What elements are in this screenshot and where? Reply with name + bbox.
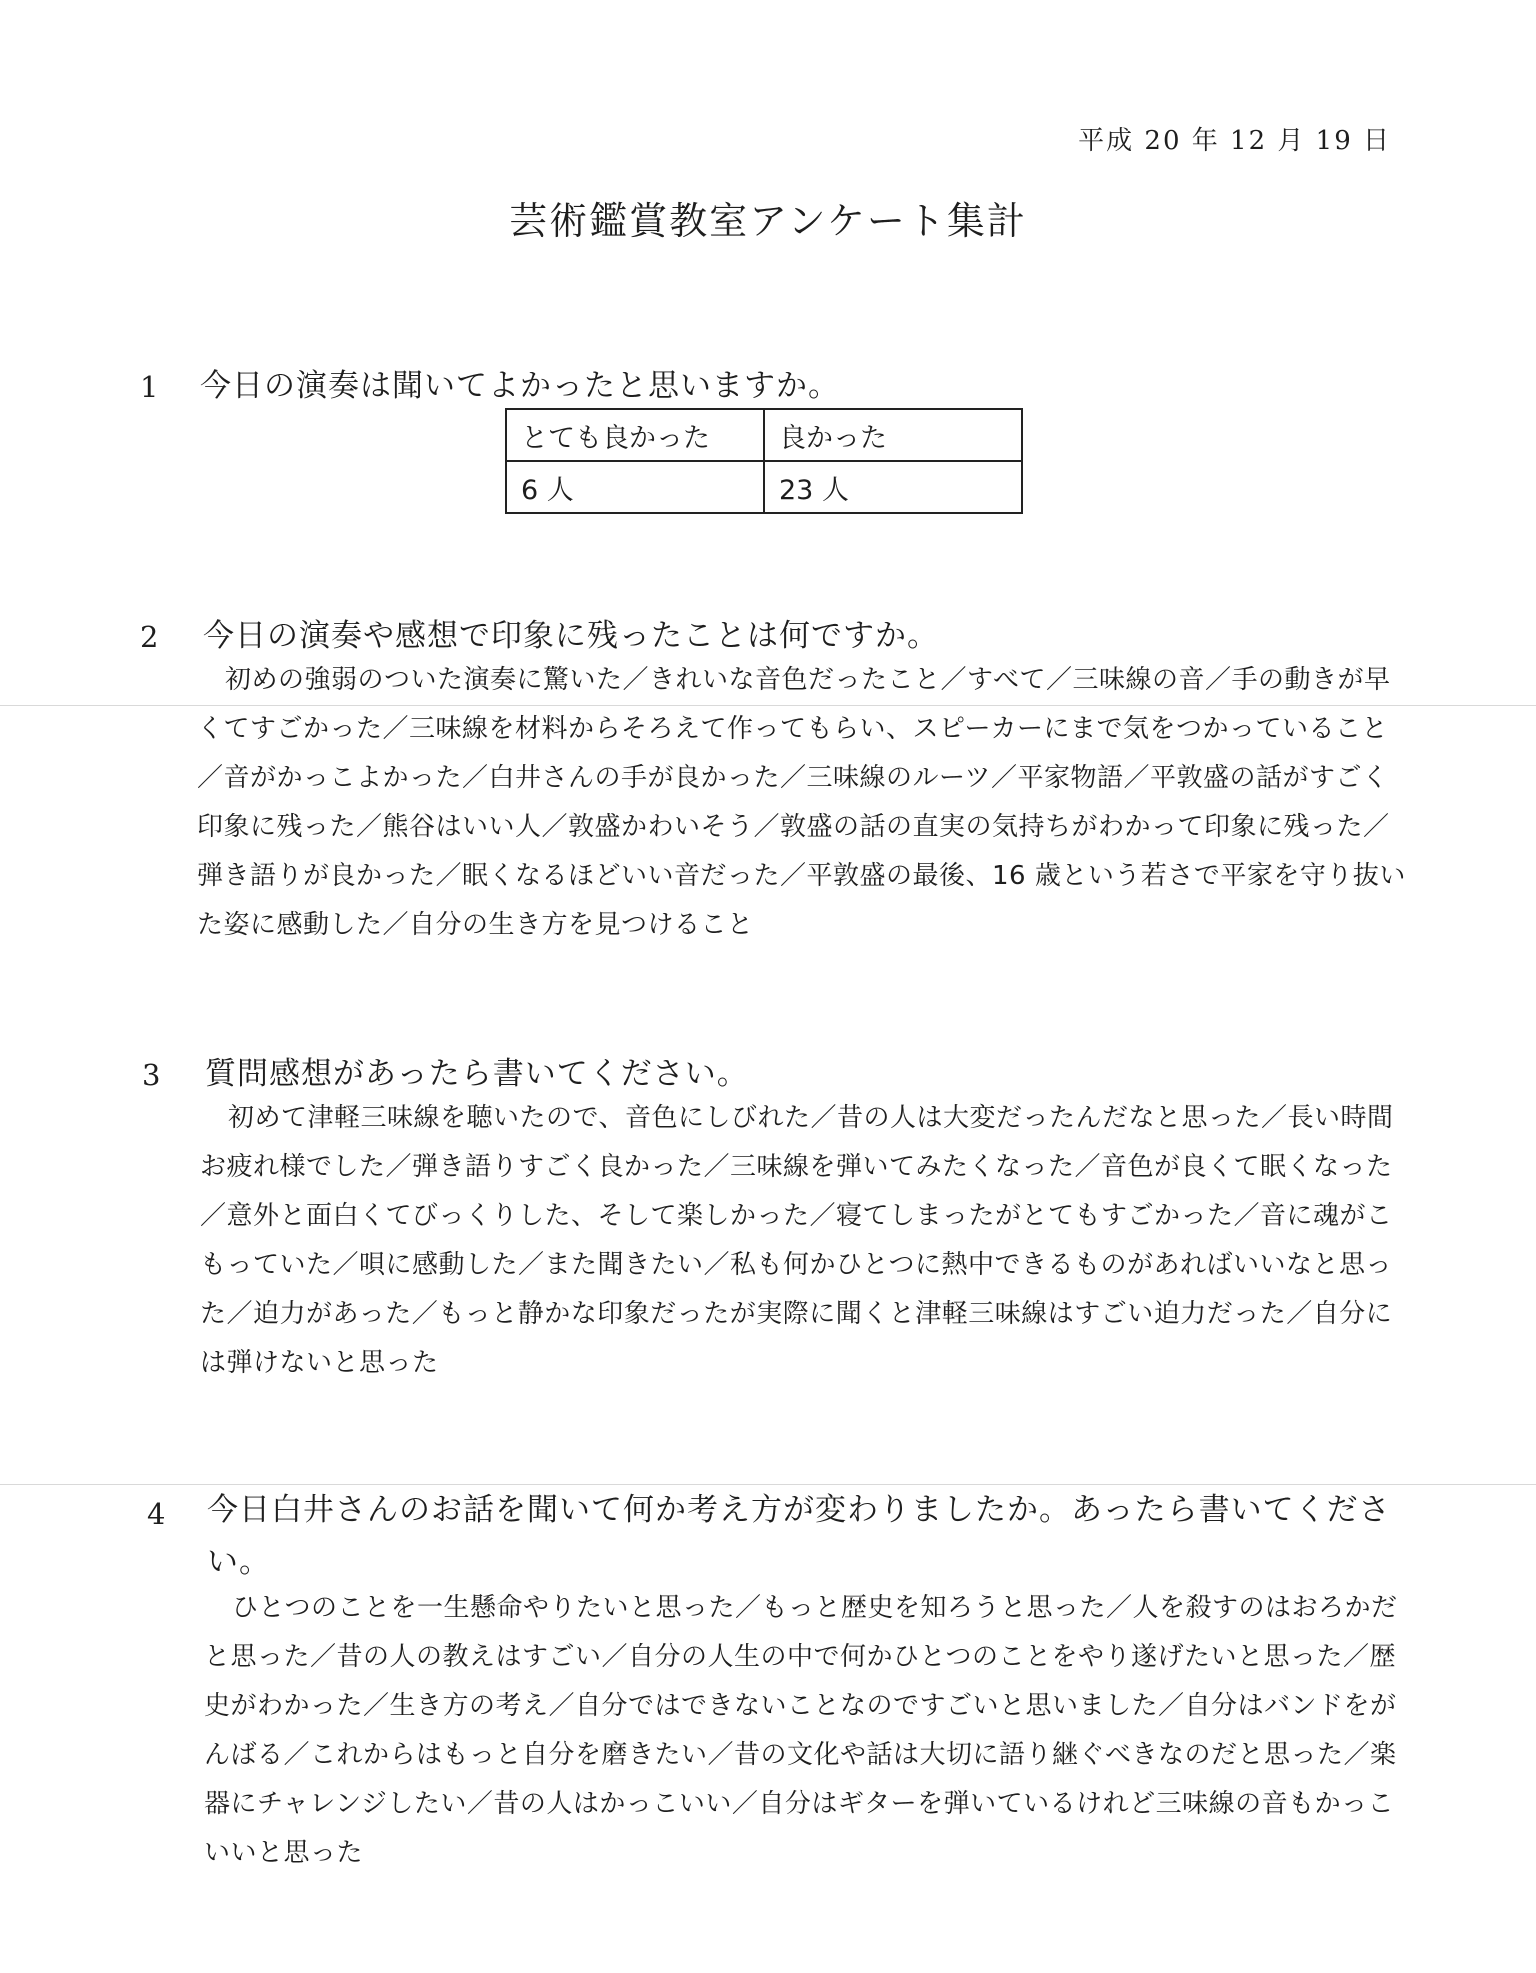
question-3-text: 質問感想があったら書いてください。 [205,1056,749,1092]
question-2-text: 今日の演奏や感想で印象に残ったことは何ですか。 [203,618,939,654]
table-cell: 6 人 [506,461,764,513]
table-header-row [506,409,1022,461]
scan-line [0,705,1536,706]
table-header-cell: 良かった [764,409,1022,461]
question-4-number: 4 [147,1497,166,1531]
question-3-number: 3 [142,1058,161,1092]
table-cell: 23 人 [764,461,1022,513]
table-row [506,461,1022,513]
question-1-text: 今日の演奏は聞いてよかったと思いますか。 [200,368,840,404]
question-2-number: 2 [140,620,159,654]
question-1-number: 1 [140,370,159,404]
page-title: 芸術鑑賞教室アンケート集計 [509,199,1027,243]
table-header-cell: とても良かった [506,409,764,461]
question-4-answers: ひとつのことを一生懸命やりたいと思った／もっと歴史を知ろうと思った／人を殺すのはおろかだと思った／昔の人の教えはすごい／自分の人生の中で何かひとつのことをやり遂げたいと思った／歴史がわかった／生き方の考え／自分ではできないことなのですごいと思いました／自分はバンドをがんばる／これからはもっと自分を磨きたい／昔の文化や話は大切に語り継ぐべきなのだと思った／楽器にチャレンジしたい／昔の人はかっこいい／自分はギターを弾いているけれど三味線の音もかっこいいと思った [204,1593,1398,1868]
question-3-answers: 初めて津軽三味線を聴いたので、音色にしびれた／昔の人は大変だったんだなと思った／長い時間お疲れ様でした／弾き語りすごく良かった／三味線を弾いてみたくなった／音色が良くて眠くなった／意外と面白くてびっくりした、そして楽しかった／寝てしまったがとてもすごかった／音に魂がこもっていた／唄に感動した／また聞きたい／私も何かひとつに熱中できるものがあればいいなと思った／迫力があった／もっと静かな印象だったが実際に聞くと津軽三味線はすごい迫力だった／自分には弾けないと思った [200,1103,1394,1378]
results-table [505,408,1023,514]
question-4-text: 今日白井さんのお話を聞いて何か考え方が変わりましたか。あったら書いてください。 [207,1492,1391,1580]
question-2-answers: 初めの強弱のついた演奏に驚いた／きれいな音色だったこと／すべて／三味線の音／手の動きが早くてすごかった／三味線を材料からそろえて作ってもらい、スピーカーにまで気をつかっていること／音がかっこよかった／白井さんの手が良かった／三味線のルーツ／平家物語／平敦盛の話がすごく印象に残った／熊谷はいい人／敦盛かわいそう／敦盛の話の直実の気持ちがわかって印象に残った／弾き語りが良かった／眠くなるほどいい音だった／平敦盛の最後、16 歳という若さで平家を守り抜いた姿に感動した／自分の生き方を見つけること [197,665,1406,940]
survey-date: 平成 20 年 12 月 19 日 [1078,126,1391,156]
